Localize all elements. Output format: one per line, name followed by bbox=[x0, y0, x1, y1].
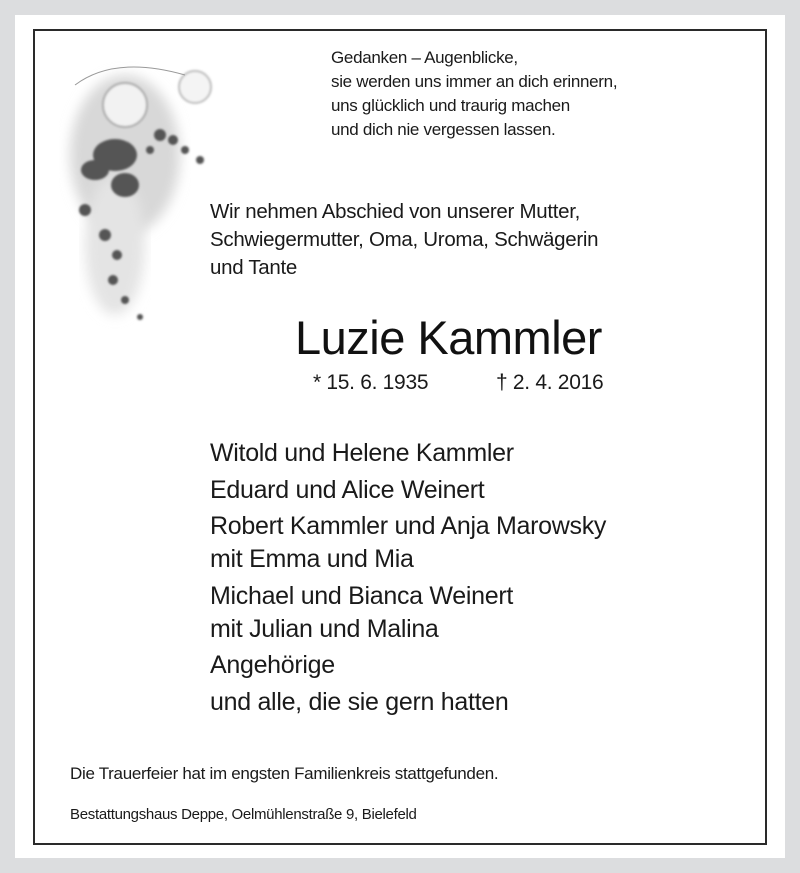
mourner: Eduard und Alice Weinert bbox=[210, 475, 485, 504]
mourner: mit Emma und Mia bbox=[210, 545, 414, 573]
poem-line: und dich nie vergessen lassen. bbox=[331, 120, 556, 139]
ceremony-note: Die Trauerfeier hat im engsten Familienkreis stattgefunden. bbox=[70, 764, 499, 783]
intro-line: Schwiegermutter, Oma, Uroma, Schwägerin bbox=[210, 228, 599, 251]
mourners-list bbox=[210, 437, 606, 722]
poem-line: Gedanken – Augenblicke, bbox=[331, 48, 518, 67]
intro-line: Wir nehmen Abschied von unserer Mutter, bbox=[210, 200, 581, 223]
poem bbox=[331, 46, 617, 142]
intro-text bbox=[210, 198, 598, 282]
poem-line: uns glücklich und traurig machen bbox=[331, 96, 570, 115]
mourner: Michael und Bianca Weinert bbox=[210, 581, 514, 610]
mourner: Witold und Helene Kammler bbox=[210, 439, 514, 467]
mourner: und alle, die sie gern hatten bbox=[210, 687, 509, 716]
birth-date: * 15. 6. 1935 bbox=[313, 371, 429, 394]
deceased-name: Luzie Kammler bbox=[295, 311, 602, 364]
mourner: mit Julian und Malina bbox=[210, 614, 439, 643]
mourner: Angehörige bbox=[210, 651, 335, 679]
rose-ivy-illustration-icon bbox=[55, 45, 215, 335]
mourner: Robert Kammler und Anja Marowsky bbox=[210, 512, 607, 540]
death-date: † 2. 4. 2016 bbox=[496, 371, 604, 394]
intro-line: und Tante bbox=[210, 256, 297, 279]
undertaker-note: Bestattungshaus Deppe, Oelmühlenstraße 9, Bielefeld bbox=[70, 806, 417, 823]
poem-line: sie werden uns immer an dich erinnern, bbox=[331, 72, 618, 91]
